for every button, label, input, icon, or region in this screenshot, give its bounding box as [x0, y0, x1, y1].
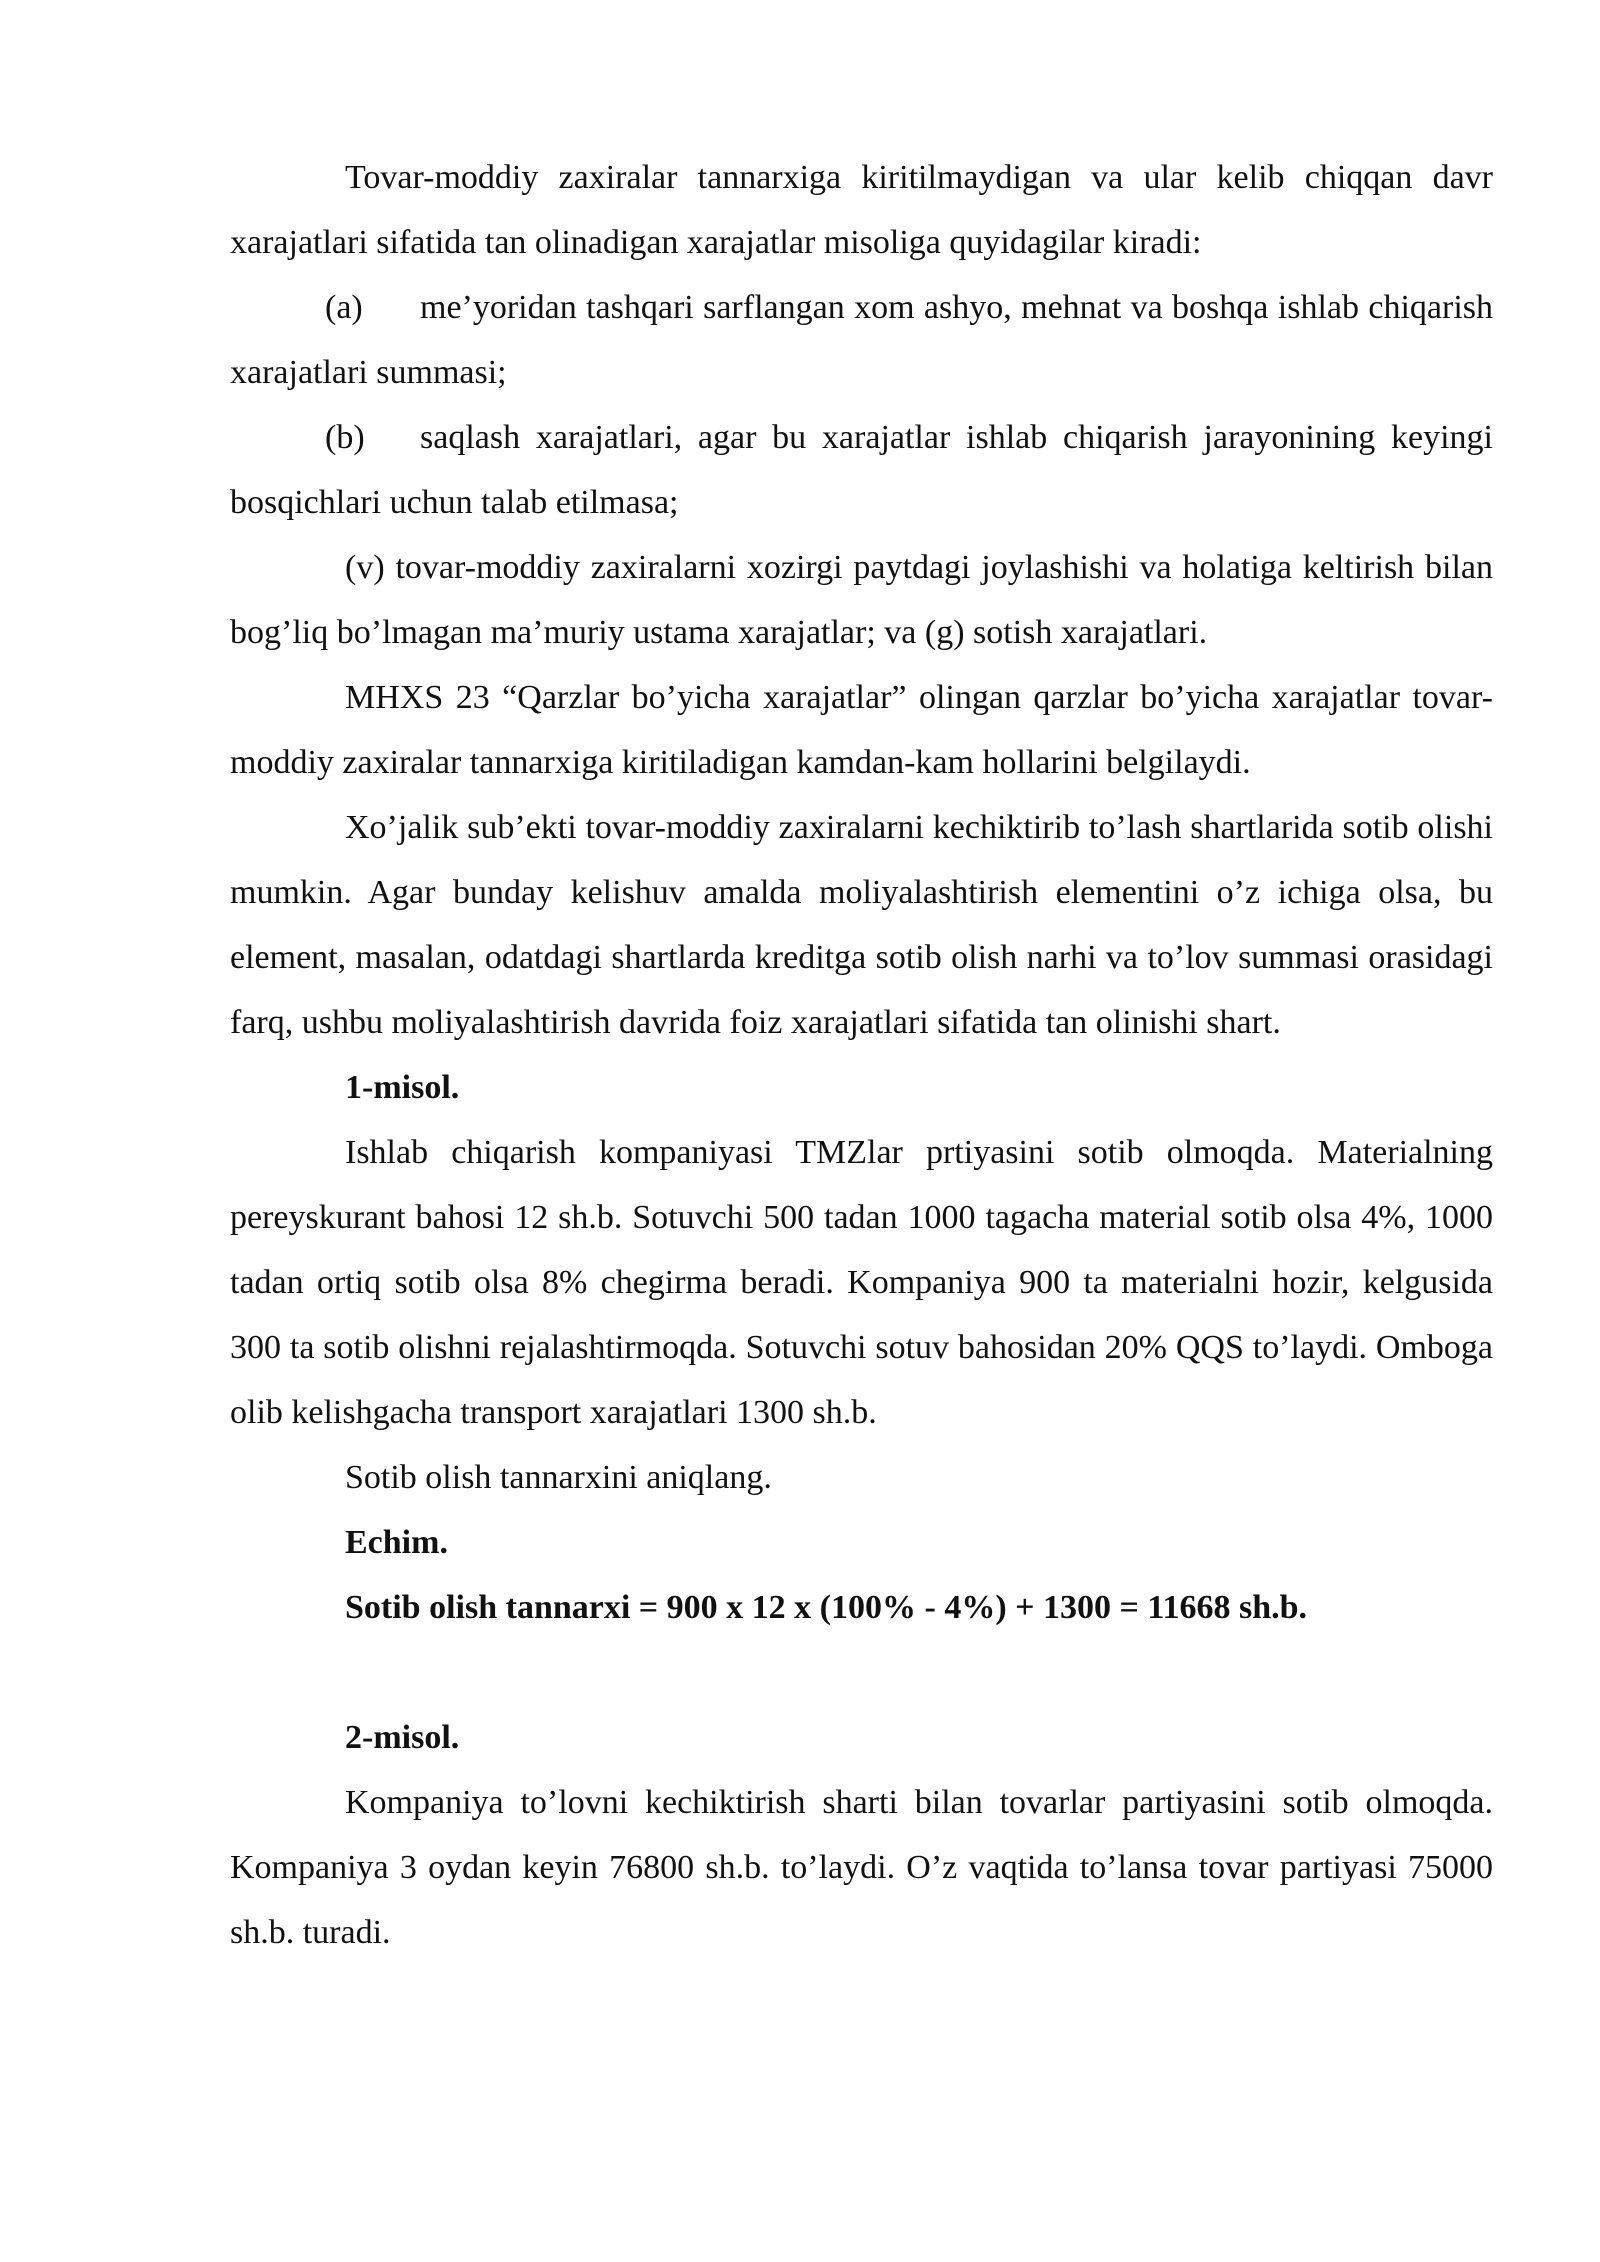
document-page [230, 145, 1493, 1965]
blank-line [230, 1640, 1493, 1705]
example-2-heading: 2-misol. [345, 1719, 460, 1756]
paragraph-mhxs23: MHXS 23 “Qarzlar bo’yicha xarajatlar” olingan qarzlar bo’yicha xarajatlar tovar-moddiy zaxiralar tannarxiga kiritiladigan kamdan-kam hollarini belgilaydi. [230, 679, 1493, 781]
list-item-b-label: (b) [325, 419, 365, 456]
paragraph-intro: Tovar-moddiy zaxiralar tannarxiga kiritilmaydigan va ular kelib chiqqan davr xarajatlari sifatida tan olinadigan xarajatlar misoliga quyidagilar kiradi: [230, 159, 1493, 261]
list-item-a-text: me’yoridan tashqari sarflangan xom ashyo, mehnat va boshqa ishlab chiqarish xarajatlari summasi; [230, 289, 1493, 391]
list-item-b-text: saqlash xarajatlari, agar bu xarajatlar ishlab chiqarish jarayonining keyingi bosqichlari uchun talab etilmasa; [230, 419, 1493, 521]
list-item-v-g: (v) tovar-moddiy zaxiralarni xozirgi paytdagi joylashishi va holatiga keltirish bilan bog’liq bo’lmagan ma’muriy ustama xarajatlar; va (g) sotish xarajatlari. [230, 549, 1493, 651]
example-1-text: Ishlab chiqarish kompaniyasi TMZlar prtiyasini sotib olmoqda. Materialning pereyskurant bahosi 12 sh.b. Sotuvchi 500 tadan 1000 tagacha material sotib olsa 4%, 1000 tadan ortiq sotib olsa 8% chegirma beradi. Kompaniya 900 ta materialni hozir, kelgusida 300 ta sotib olishni rejalashtirmoqda. Sotuvchi sotuv bahosidan 20% QQS to’laydi. Omboga olib kelishgacha transport xarajatlari 1300 sh.b. [230, 1134, 1493, 1431]
example-2-text: Kompaniya to’lovni kechiktirish sharti bilan tovarlar partiyasini sotib olmoqda. Kompaniya 3 oydan keyin 76800 sh.b. to’laydi. O’z vaqtida to’lansa tovar partiyasi 75000 sh.b. turadi. [230, 1784, 1493, 1951]
solution-formula: Sotib olish tannarxi = 900 x 12 x (100% - 4%) + 1300 = 11668 sh.b. [345, 1589, 1308, 1626]
list-item-a-label: (a) [325, 289, 363, 326]
solution-heading: Echim. [345, 1524, 448, 1561]
list-item-b [230, 405, 1493, 535]
paragraph-deferred-payment: Xo’jalik sub’ekti tovar-moddiy zaxiralarni kechiktirib to’lash shartlarida sotib olishi mumkin. Agar bunday kelishuv amalda moliyalashtirish elementini o’z ichiga olsa, bu element, masalan, odatdagi shartlarda kreditga sotib olish narhi va to’lov summasi orasidagi farq, ushbu moliyalashtirish davrida foiz xarajatlari sifatida tan olinishi shart. [230, 809, 1493, 1041]
list-item-a [230, 275, 1493, 405]
example-1-heading: 1-misol. [345, 1069, 460, 1106]
example-1-task: Sotib olish tannarxini aniqlang. [345, 1459, 772, 1496]
